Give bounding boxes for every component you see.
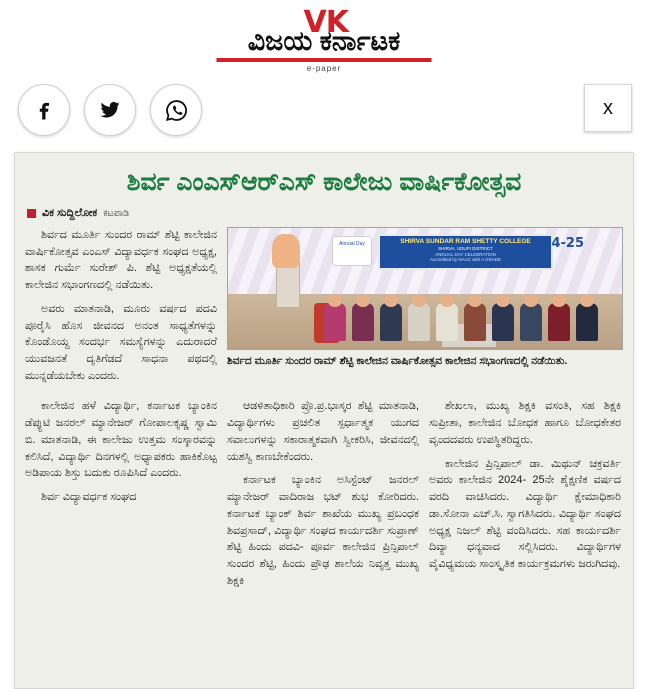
- facebook-icon[interactable]: [18, 84, 70, 136]
- article-column-2: [227, 398, 419, 596]
- paragraph: ಕಾಲೇಜಿನ ಪ್ರಿನ್ಸಿಪಾಲ್ ಡಾ. ಮಿಥುನ್ ಚಕ್ರವರ್ತಿ ಅವರು ಕಾಲೇಜಿನ 2024- 25ನೇ ಶೈಕ್ಷಣಿಕ ವರ್ಷದ ವರದಿ ವಾಚಿಸಿದರು. ವಿದ್ಯಾರ್ಥಿ ಕ್ಷೇಮಾಧಿಕಾರಿ ಡಾ.ಸೋನಾ ಎಚ್.ಸಿ. ಸ್ವಾಗತಿಸಿದರು. ವಿದ್ಯಾರ್ಥಿ ಸಂಘದ ಅಧ್ಯಕ್ಷ ನಿಜಲ್ ಶೆಟ್ಟಿ ವಂದಿಸಿದರು. ಸಹ ಕಾರ್ಯದರ್ಶಿ ದಿವ್ಯಾ ಧನ್ಯವಾದ ಸಲ್ಲಿಸಿದರು. ವಿದ್ಯಾರ್ಥಿಗಳ ವೈವಿಧ್ಯಮಯ ಸಾಂಸ್ಕೃತಿಕ ಕಾರ್ಯಕ್ರಮಗಳು ಜರುಗಿದವು.: [429, 457, 621, 570]
- paragraph: ಕರ್ನಾಟಕ ಬ್ಯಾಂಕಿನ ಅಸಿಸ್ಟೆಂಟ್ ಜನರಲ್ ಮ್ಯಾನೇಜರ್ ವಾದಿರಾಜ ಭಟ್ ಶುಭ ಕೋರಿದರು. ಕರ್ನಾಟಕ ಬ್ಯಾಂಕ್ ಶಿರ್ವ ಶಾಖೆಯ ಮುಖ್ಯ ಪ್ರಬಂಧಕ ಶಿವಪ್ರಸಾದ್, ವಿದ್ಯಾರ್ಥಿ ಸಂಘದ ಕಾರ್ಯದರ್ಶಿ ಸುಪ್ರಾಣ್ ಶೆಟ್ಟಿ ಹಿಂದು ಪದವಿ- ಪೂರ್ವ ಕಾಲೇಜಿನ ಪ್ರಿನ್ಸಿಪಾಲ್ ಸುಂದರ ಶೆಟ್ಟಿ, ಹಿಂದು ಪ್ರೌಢ ಶಾಲೆಯ ನಿವೃತ್ತ ಮುಖ್ಯ ಶಿಕ್ಷಕಿ: [227, 474, 419, 587]
- byline: [27, 207, 623, 220]
- event-banner: [378, 234, 553, 270]
- logo-kannada-part2: ಕರ್ನಾಟಕ: [319, 26, 401, 56]
- guest-figure: [548, 303, 570, 341]
- paragraph: ಶಿರ್ವ ವಿದ್ಯಾವರ್ಧಕ ಸಂಘದ: [41, 491, 137, 504]
- guest-figure: [492, 303, 514, 341]
- byline-location: ಕಟಪಾಡಿ: [103, 208, 130, 219]
- paragraph: ಶೇಖಲಾ, ಮುಖ್ಯ ಶಿಕ್ಷಕಿ ವಸಂತಿ, ಸಹ ಶಿಕ್ಷಕಿ ಸುಪ್ರೀತಾ, ಕಾಲೇಜಿನ ಬೋಧಕ ಹಾಗೂ ಬೋಧಕೇತರ ವೃಂದದವರು ಉಪಸ್ಥಿತರಿದ್ದರು.: [429, 400, 621, 446]
- guest-figure: [436, 303, 458, 341]
- paragraph: ಶಿರ್ವದ ಮೂರ್ತಿ ಸುಂದರ ರಾಮ್ ಶೆಟ್ಟಿ ಕಾಲೇಜಿನ ವಾರ್ಷಿಕೋತ್ಸವ ಎಂಎಸ್ ವಿದ್ಯಾವರ್ಧಕ ಸಂಘದ ಅಧ್ಯಕ್ಷ, ಶಾಸಕ ಗುರ್ಮೆ ಸುರೇಶ್ ಪಿ. ಶೆಟ್ಟಿ ಅಧ್ಯಕ್ಷತೆಯಲ್ಲಿ ಕಾಲೇಜಿನ ಸಭಾಂಗಣದಲ್ಲಿ ನಡೆಯಿತು.: [25, 229, 217, 292]
- article-headline: ಶಿರ್ವ ಎಂಎಸ್‌ಆರ್‌ಎಸ್ ಕಾಲೇಜು ವಾರ್ಷಿಕೋತ್ಸವ: [126, 168, 522, 196]
- banner-line-2: SHIRVA, UDUPI DISTRICT: [438, 246, 493, 252]
- twitter-icon[interactable]: [84, 84, 136, 136]
- paragraph: ಕಾಲೇಜಿನ ಹಳೆ ವಿದ್ಯಾರ್ಥಿ, ಕರ್ನಾಟಕ ಬ್ಯಾಂಕಿನ ಡೆಪ್ಯುಟಿ ಜನರಲ್ ಮ್ಯಾನೇಜರ್ ಗೋಪಾಲಕೃಷ್ಣ ಸ್ವಾಮಿ ಬಿ. ಮಾತನಾಡಿ, ಈ ಕಾಲೇಜು ಉತ್ತಮ ಸಂಸ್ಕಾರವನ್ನು ಕಲಿಸಿದೆ, ವಿದ್ಯಾರ್ಥಿ ದಿನಗಳಲ್ಲಿ ಅಧ್ಯಾಪಕರು ಹಾಕಿಕೊಟ್ಟ ಅಡಿಪಾಯ ಶಿಸ್ತು ಬದುಕು ರೂಪಿಸಿದೆ ಎಂದರು.: [25, 400, 217, 480]
- byline-bullet-icon: [27, 209, 36, 218]
- newspaper-clipping: [14, 152, 634, 689]
- paragraph: ಅವರು ಮಾತನಾಡಿ, ಮೂರು ವರ್ಷದ ಪದವಿ ಪೂರೈಸಿ ಹೊಸ ಜೀವನದ ಅನಂತ ಸಾಧ್ಯತೆಗಳನ್ನು ಕೊಂಡೊಯ್ದ ಸಂದರ್ಭ ಸಮಸ್ಯೆಗಳನ್ನು ಎದುರಾದರೆ ಯುವಜನತೆ ದೃತಿಗೆಡದೆ ಸಾಧನಾ ಪಥದಲ್ಲಿ ಮುನ್ನಡೆಯಬೇಕು ಎಂದರು.: [25, 302, 217, 382]
- banner-accreditation: Accredited by NAAC with A GRADE: [429, 257, 502, 263]
- annual-day-badge: [332, 236, 372, 266]
- banner-line-1: SHIRVA SUNDAR RAM SHETTY COLLEGE: [400, 238, 531, 245]
- social-icon-group: [18, 84, 202, 136]
- guest-figure: [464, 303, 486, 341]
- close-button[interactable]: x: [584, 84, 632, 132]
- guest-figure: [576, 303, 598, 341]
- year-badge: 24-25: [542, 236, 584, 251]
- article-column-3: [429, 398, 621, 596]
- article-bottom-section: [25, 398, 623, 596]
- paragraph: ಆಡಳಿತಾಧಿಕಾರಿ ಪ್ರೊ.ಪ್ರ.ಭಾಸ್ಕರ ಶೆಟ್ಟಿ ಮಾತನಾಡಿ, ವಿದ್ಯಾರ್ಥಿಗಳು ಪ್ರಚಲಿತ ಸ್ಪರ್ಧಾತ್ಮಕ ಯುಗದ ಸವಾಲುಗಳನ್ನು ಸಕಾರಾತ್ಮಕವಾಗಿ ಸ್ವೀಕರಿಸಿ, ಜೀವನದಲ್ಲಿ ಯಶಸ್ವಿ ಕಾಣಬೇಕೆಂದರು.: [227, 400, 419, 463]
- logo-kannada-part1: ವಿಜಯ: [247, 26, 313, 56]
- guest-figure: [520, 303, 542, 341]
- logo-subtitle: e-paper: [306, 64, 342, 74]
- guest-figure: [408, 303, 430, 341]
- article-column-1-cont: [25, 398, 217, 596]
- photo-caption: ಶಿರ್ವದ ಮೂರ್ತಿ ಸುಂದರ ರಾಮ್ ಶೆಟ್ಟಿ ಕಾಲೇಜಿನ ವಾರ್ಷಿಕೋತ್ಸವ ಕಾಲೇಜಿನ ಸಭಾಂಗಣದಲ್ಲಿ ನಡೆಯಿತು.: [227, 355, 568, 367]
- seated-guests-row: [324, 297, 614, 341]
- event-photo: [227, 227, 623, 350]
- article-column-1: [25, 227, 217, 391]
- byline-source: ವಿಕ ಸುದ್ದಿಲೋಕ: [42, 207, 98, 219]
- annual-day-badge-text: Annual Day: [339, 241, 365, 247]
- guest-figure: [380, 303, 402, 341]
- whatsapp-icon[interactable]: [150, 84, 202, 136]
- banner-line-3: ANNUAL DAY CELEBRATION: [435, 251, 496, 257]
- vk-logo-mark: VK: [303, 5, 349, 40]
- guest-figure: [352, 303, 374, 341]
- guest-figure: [324, 303, 346, 341]
- logo-underline: [217, 58, 432, 62]
- masthead: [0, 0, 648, 80]
- vijaya-karnataka-logo: [217, 5, 432, 74]
- article-photo-block: [227, 227, 623, 391]
- speaker-figure: [272, 234, 300, 268]
- social-share-bar: [0, 80, 648, 152]
- article-top-section: [25, 227, 623, 391]
